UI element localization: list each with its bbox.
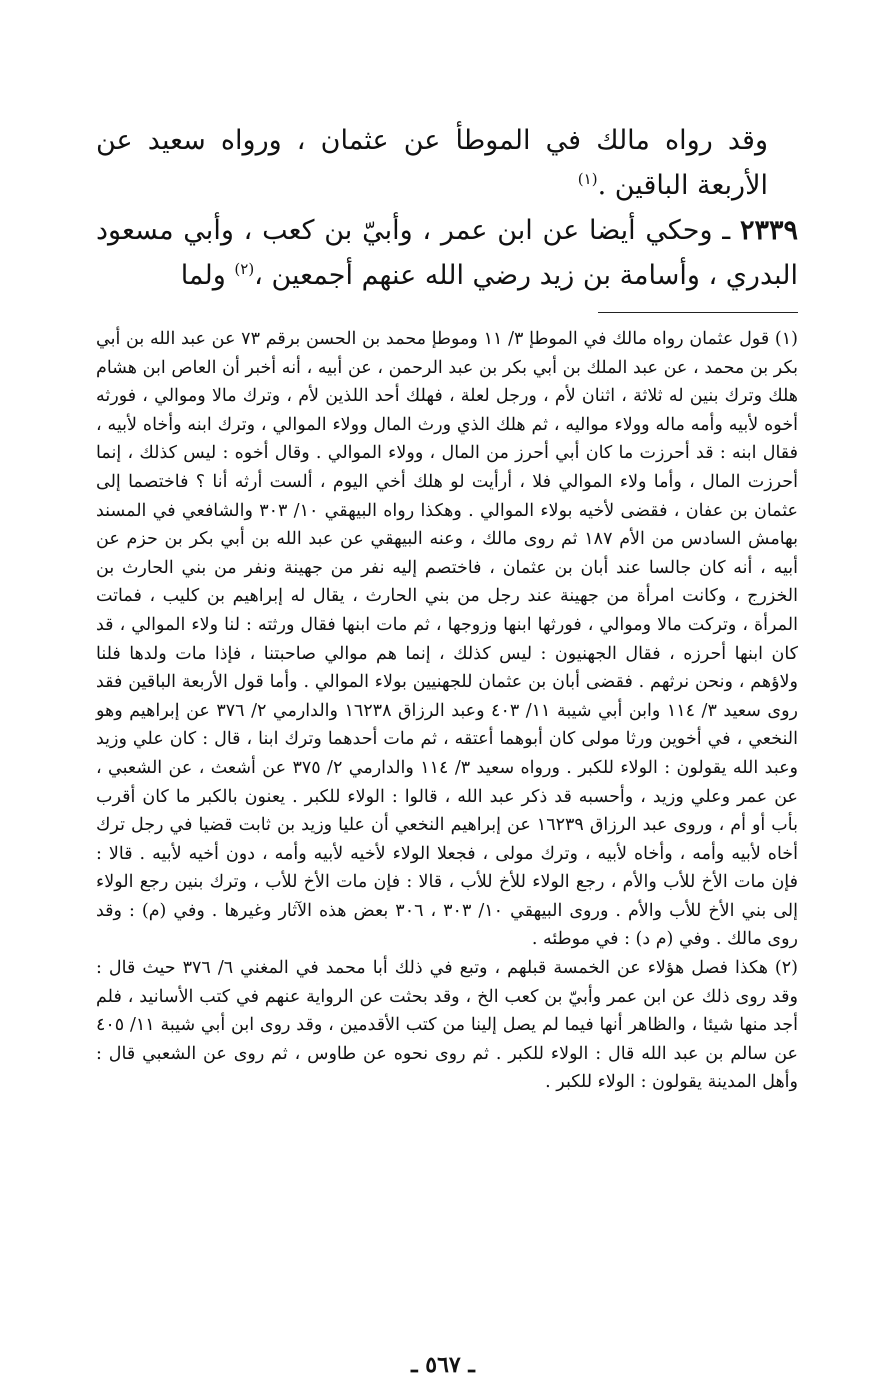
main-text [96, 118, 798, 298]
footnote-divider [598, 312, 798, 313]
paragraph-2-tail: ولما [180, 260, 235, 291]
footnotes [96, 325, 798, 1097]
paragraph-1-text: وقد رواه مالك في الموطأ عن عثمان ، ورواه سعيد عن الأربعة الباقين . [96, 125, 768, 201]
footnote-1: (١) قول عثمان رواه مالك في الموطإ ٣/ ١١ وموطإ محمد بن الحسن برقم ٧٣ عن عبد الله بن أبي بكر بن محمد ، عن عبد الملك بن أبي بكر بن عبد الرحمن ، عن أبيه ، أنه أخبر أن العاص ابن هشام هلك وترك بنين له ثلاثة ، اثنان لأم ، ورجل لعلة ، فهلك أحد اللذين لأم ، وترك مالا وموالي ، فورثه أخوه لأبيه وأمه ماله وولاء مواليه ، ثم هلك الذي ورث المال وولاء الموالي ، وترك ابنه وأخاه لأبيه ، فقال ابنه : قد أحرزت ما كان أبي أحرز من المال ، وولاء الموالي . وقال أخوه : ليس كذلك ، إنما أحرزت المال ، وأما ولاء الموالي فلا ، أرأيت لو هلك أخي اليوم ، ألست أرثه أنا ؟ فاختصما إلى عثمان بن عفان ، فقضى لأخيه بولاء الموالي . وهكذا رواه البيهقي ١٠/ ٣٠٣ والشافعي في المسند بهامش السادس من الأم ١٨٧ ثم روى مالك ، وعنه البيهقي عن عبد الله بن أبي بكر بن حزم عن أبيه ، أنه كان جالسا عند أبان بن عثمان ، فاختصم إليه نفر من جهينة ونفر من بني الحارث بن الخزرج ، وكانت امرأة من جهينة عند رجل من بني الحارث ، يقال له إبراهيم بن كليب ، فماتت المرأة ، وتركت مالا وموالي ، فورثها ابنها وزوجها ، ثم مات ابنها فقال ورثته : لنا ولاء الموالي ، قد كان ابنها أحرزه ، فقال الجهنيون : ليس كذلك ، إنما هم موالي صاحبتنا ، فإذا مات ولدها فلنا ولاؤهم ، ونحن نرثهم . فقضى أبان بن عثمان للجهنيين بولاء الموالي . وأما قول الأربعة الباقين فقد روى سعيد ٣/ ١١٤ وابن أبي شيبة ١١/ ٤٠٣ وعبد الرزاق ١٦٢٣٨ والدارمي ٢/ ٣٧٦ عن إبراهيم وهو النخعي ، في أخوين ورثا مولى كان أبوهما أعتقه ، ثم مات أحدهما وترك ابنا ، قال : كان علي وزيد وعبد الله يقولون : الولاء للكبر . ورواه سعيد ٣/ ١١٤ والدارمي ٢/ ٣٧٥ عن أشعث ، عن الشعبي ، عن عمر وعلي وزيد ، وأحسبه قد ذكر عبد الله ، قالوا : الولاء للكبر . يعنون بالكبر ما كان أقرب بأب أو أم ، وروى عبد الرزاق ١٦٢٣٩ عن إبراهيم النخعي أن عليا وزيد بن ثابت قضيا في رجل ترك أخاه لأبيه وأمه ، وأخاه لأبيه ، وترك مولى ، فجعلا الولاء لأخيه لأبيه وأمه ، دون أخيه لأبيه . قالا : فإن مات الأخ للأب والأم ، رجع الولاء للأخ للأب ، قالا : فإن مات الأخ للأب ، وترك بنين رجع الولاء إلى بني الأخ للأب والأم . وروى البيهقي ١٠/ ٣٠٣ ، ٣٠٦ بعض هذه الآثار وغيرها . وفي (م) : وقد روى مالك . وفي (م د) : في موطئه . [96, 329, 799, 950]
paragraph-2 [96, 208, 798, 298]
paragraph-2-text: ـ وحكي أيضا عن ابن عمر ، وأبيّ بن كعب ، وأبي مسعود البدري ، وأسامة بن زيد رضي الله عنهم أجمعين ، [96, 215, 798, 291]
page-content [96, 118, 798, 1097]
page-number: ـ ٥٦٧ ـ [411, 1352, 475, 1378]
hadith-number: ٢٣٣٩ [739, 215, 798, 246]
footnote-2: (٢) هكذا فصل هؤلاء عن الخمسة قبلهم ، وتبع في ذلك أبا محمد في المغني ٦/ ٣٧٦ حيث قال : وقد روى ذلك عن ابن عمر وأبيّ بن كعب الخ ، وقد بحثت عن الرواية عنهم في كتب الأسانيد ، فلم أجد منها شيئا ، والظاهر أنها فيما لم يصل إلينا من كتب الأقدمين ، وقد روى ابن أبي شيبة ١١/ ٤٠٥ عن سالم بن عبد الله قال : الولاء للكبر . ثم روى نحوه عن طاوس ، ثم روى عن الشعبي قال : وأهل المدينة يقولون : الولاء للكبر . [96, 958, 798, 1093]
footnote-ref-1: (١) [577, 170, 598, 188]
footnote-ref-2: (٢) [234, 260, 255, 278]
paragraph-1 [96, 118, 798, 208]
